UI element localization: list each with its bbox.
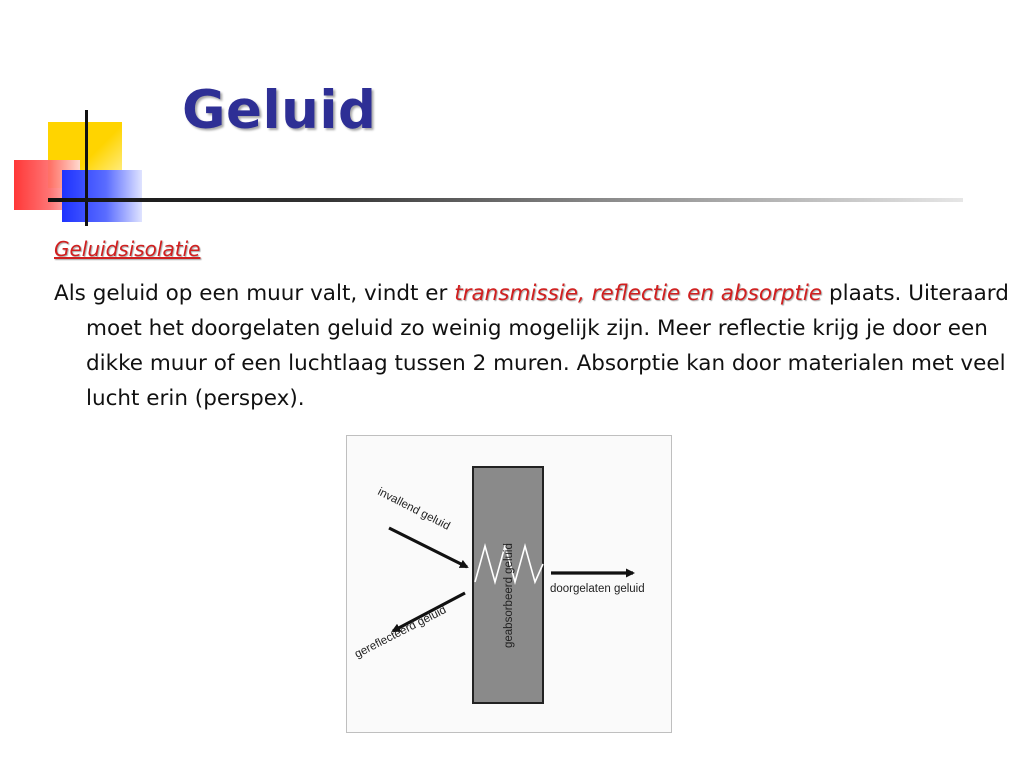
section-heading: Geluidsisolatie [54,237,201,261]
logo-vertical-line [85,110,88,226]
transmitted-label: doorgelaten geluid [550,583,645,595]
sound-wall-diagram [346,435,672,733]
logo-blue-square [62,170,142,222]
incident-arrow [389,528,467,567]
body-paragraph [54,276,1016,416]
title-underline-rule [48,198,963,202]
diagram-canvas [347,436,673,734]
incident-label: invallend geluid [375,485,452,533]
slide-title: Geluid [182,80,377,141]
absorbed-label: geabsorbeerd geluid [503,543,515,648]
reflected-label: gereflecteerd geluid [352,604,449,661]
paragraph-intro: Als geluid op een muur valt, vindt er [54,281,455,306]
paragraph-emphasis: transmissie, reflectie en absorptie [454,281,823,306]
paragraph-rest: plaats. Uiteraard moet het doorgelaten geluid zo weinig mogelijk zijn. Meer reflectie krijg je door een dikke muur of een luchtlaag tussen 2 muren. Absorptie kan door materialen met veel lucht erin (perspex). [86,281,1009,411]
